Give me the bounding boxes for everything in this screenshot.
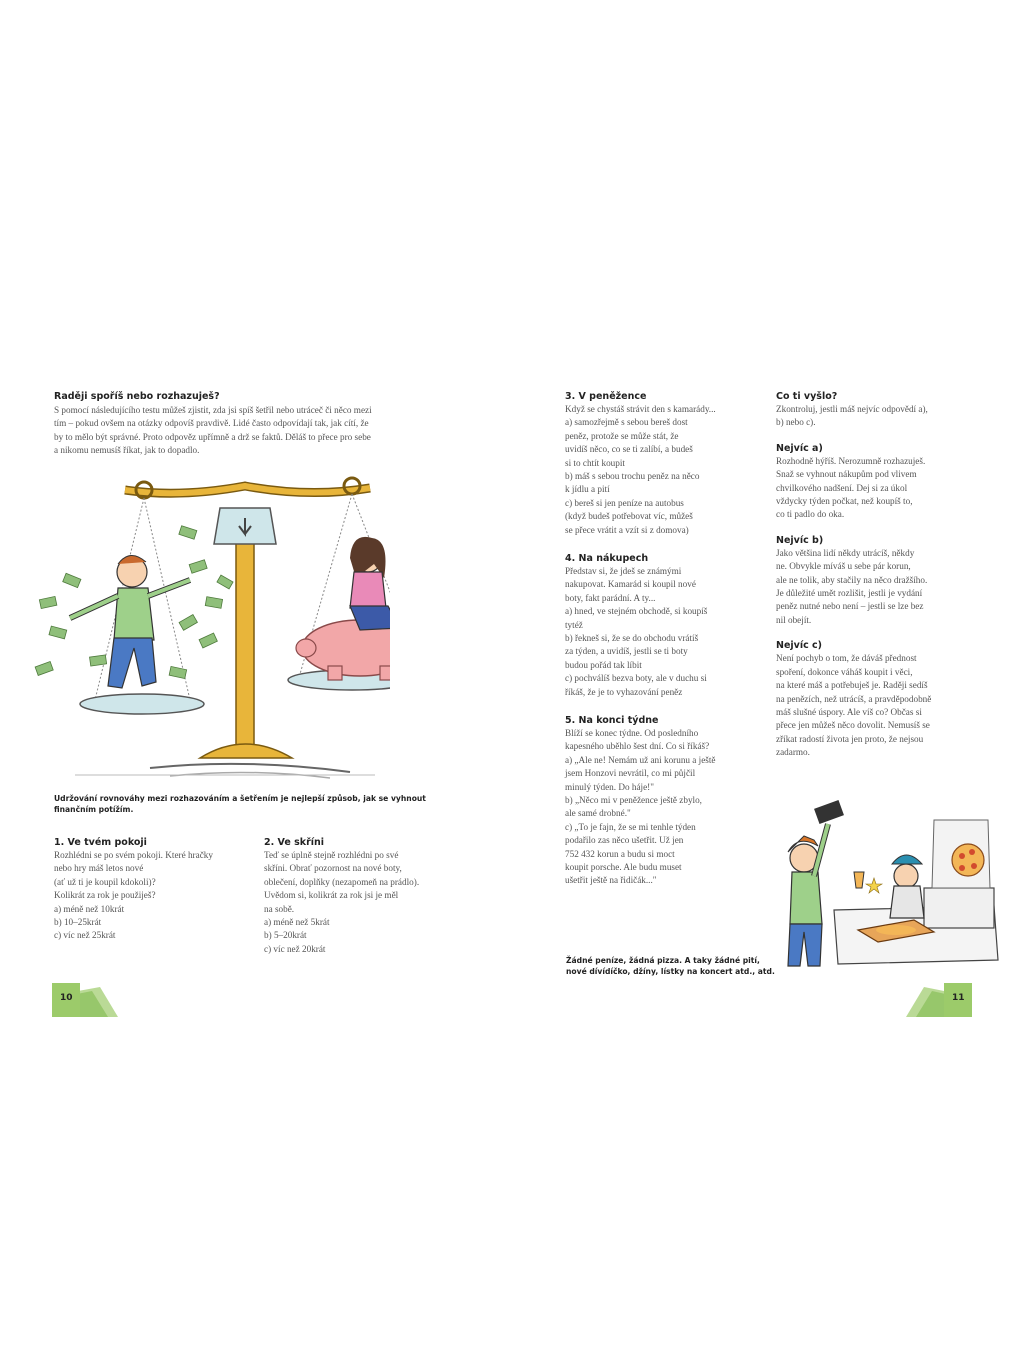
most-a-title: Nejvíc a) [776,442,823,454]
question-5-text: Blíží se konec týdne. Od posledního kapesného uběhlo šest dní. Co si říkáš? [565,728,710,752]
pizza-shop-illustration [774,780,1004,976]
results-column [776,390,976,760]
balance-scale-illustration [30,468,390,786]
option: b) „Něco mi v peněžence ještě zbylo, ale samé drobné." [565,795,702,819]
right-illustration-caption: Žádné peníze, žádná pizza. A taky žádné pití, nové dívídíčko, džíny, lístky na koncert atd., atd. [566,956,775,976]
question-2-options [264,916,464,956]
question-3-text: Když se chystáš strávit den s kamarády... [565,404,716,414]
option: b) 10–25krát [54,917,102,928]
question-4-options [565,605,765,699]
question-1-options [54,903,254,943]
question-4 [565,552,765,699]
result-text: Zkontroluj, jestli máš nejvíc odpovědí a), b) nebo c). [776,404,928,428]
question-1-title: 1. Ve tvém pokoji [54,837,147,848]
option: c) víc než 25krát [54,930,116,941]
result-title: Co ti vyšlo? [776,391,838,402]
option: b) máš s sebou trochu peněz na něco k jídlu a pití [565,471,700,495]
left-illustration-caption: Udržování rovnováhy mezi rozhazováním a šetřením je nejlepší způsob, jak se vyhnout finančním potížím. [54,794,426,814]
question-2-text: Teď se úplně stejně rozhlédni po své skříni. Obrať pozornost na nové boty, oblečení, doplňky (nezapomeň na prádlo). Uvědom si, kolikrát za rok jsi je měl na sobě. [264,850,420,914]
option: c) bereš si jen peníze na autobus (když budeš potřebovat víc, můžeš se přece vrátit a vzít si z domova) [565,497,693,535]
question-3-options [565,416,765,537]
question-5-title: 5. Na konci týdne [565,715,659,726]
option: b) řekneš si, že se do obchodu vrátíš za týden, a uvidíš, jestli se ti boty budou pořád tak líbit [565,633,699,670]
question-4-text: Představ si, že jdeš se známými nakupovat. Kamarád si koupil nové boty, fakt parádní. A ty... [565,566,696,603]
question-1-text: Rozhlédni se po svém pokoji. Které hračky nebo hry máš letos nové (ať už ti je koupil kdokoli)? Kolikrát za rok je použiješ? [54,850,213,901]
question-1 [54,836,254,943]
option: c) pochválíš bezva boty, ale v duchu si říkáš, že je to vyhazování peněz [565,673,707,697]
intro-text: S pomocí následujícího testu můžeš zjistit, zda jsi spíš šetřil nebo utráceč či něco mezi tím – pokud ovšem na otázky odpovíš pravdivě. Lidé často odpovídají tak, jak cítí, že by to mělo být správné. Proto odpověz upřímně a drž se faktů. Děláš to přece pro sebe a nikomu nemusíš říkat, jak to dopadlo. [54,405,372,456]
most-a-text: Rozhodně hýříš. Nerozumně rozhazuješ. Snaž se vyhnout nákupům pod vlivem chvilkového nadšení. Dej si za úkol vždycky týden počkat, než koupíš to, co ti padlo do oka. [776,455,926,520]
page-number-left: 10 [60,993,73,1003]
question-4-title: 4. Na nákupech [565,553,649,564]
most-b-title: Nejvíc b) [776,534,824,546]
question-2 [264,836,464,956]
option: b) 5–20krát [264,930,307,941]
option: c) víc než 20krát [264,943,326,954]
question-2-title: 2. Ve skříni [264,837,325,848]
option: a) méně než 5krát [264,917,330,928]
most-c-title: Nejvíc c) [776,640,823,652]
option: a) méně než 10krát [54,903,125,914]
page-number-right: 11 [952,993,965,1003]
option: a) hned, ve stejném obchodě, si koupíš tytéž [565,606,708,630]
most-b-text: Jako většina lidí někdy utrácíš, někdy ne. Obvykle míváš u sebe pár korun, ale ne tolik, aby stačily na něco dražšího. Je důležité umět rozlišit, jestli je vydání peněz nutné nebo není – jestli se lze bez nil obejít. [776,547,928,625]
question-3 [565,390,765,537]
most-c-text: Není pochyb o tom, že dáváš přednost spoření, dokonce váháš koupit i věci, na které máš a potřebuješ je. Raději sedíš na penězích, než utrácíš, a pravděpodobně máš slušné úspory. Ale víš co? Občas si přece jen můžeš něco dovolit. Nemusíš se zříkat radostí života jen proto, že nejsou zadarmo. [776,653,932,758]
question-5-options [565,754,765,888]
option: a) „Ale ne! Nemám už ani korunu a ještě jsem Honzovi nevrátil, co mi půjčil minulý týden. Do háje!" [565,754,716,792]
option: a) samozřejmě s sebou bereš dost peněz, protože se může stát, že uvidíš něco, co se ti zalíbí, a budeš si to chtít koupit [565,417,693,468]
question-5 [565,714,765,888]
option: c) „To je fajn, že se mi tenhle týden podařilo zas něco ušetřit. Už jen 752 432 korun a budu si moct koupit porsche. Ale budu muset ušetřit ještě na řidičák..." [565,821,696,886]
question-3-title: 3. V peněžence [565,391,647,402]
intro-title: Raději spoříš nebo rozhazuješ? [54,391,220,402]
